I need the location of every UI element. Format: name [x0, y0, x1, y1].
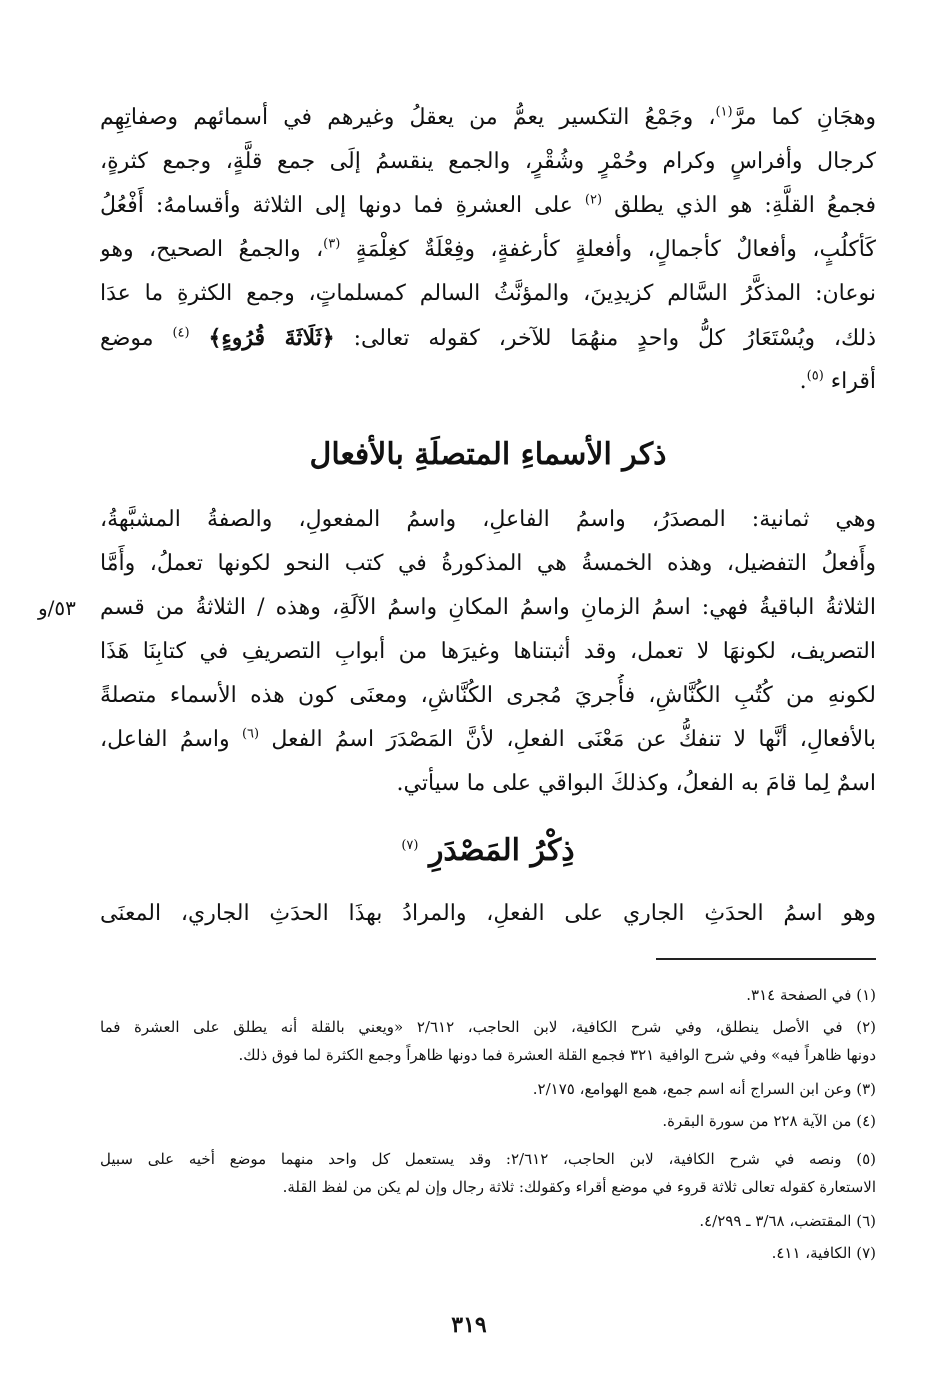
text-line — [100, 762, 876, 806]
text-line — [100, 272, 876, 316]
text-line — [100, 140, 876, 184]
section-heading: ذكر الأسماءِ المتصلَةِ بالأفعال — [309, 437, 667, 472]
text-span: اسمٌ لِما قامَ به الفعلُ، وكذلكَ البواقي على ما سيأتي. — [396, 771, 876, 796]
text-line — [100, 718, 876, 762]
quran-quote: ﴿ثَلَاثَةَ قُرُوءٍ﴾ — [208, 325, 335, 351]
text-line — [100, 184, 876, 228]
text-span: كرجال وأفراسٍ وكرام وحُمْرٍ وشُقْرٍ، والجمع ينقسمُ إلَى جمع قلَّةٍ، وجمع كثرةٍ، — [100, 149, 876, 174]
text-line — [100, 586, 876, 630]
text-span: وهي ثمانية: المصدَرُ، واسمُ الفاعلِ، واسمُ المفعولِ، والصفةُ المشبَّهةُ، — [100, 507, 876, 532]
text-span: . — [799, 369, 807, 394]
text-line — [100, 316, 876, 360]
text-span: أقراء — [830, 369, 876, 394]
text-span: بالأفعالِ، أنَّها لا تنفكُّ عن مَعْنَى الفعلِ، لأنَّ المَصْدَرَ اسمُ الفعل — [271, 727, 876, 752]
footnote: (٥) ونصه في شرح الكافية، لابن الحاجب، ٢/٦١٢: وقد يستعمل كل واحد منهما موضع أخيه على سبيل — [100, 1150, 876, 1168]
text-span: وهو اسمُ الحدَثِ الجاري على الفعلِ، والمرادُ بهذَا الحدَثِ الجاري، المعنَى — [100, 901, 876, 926]
text-line — [100, 892, 876, 936]
footnote-separator — [656, 958, 876, 960]
footnote-continuation: الاستعارة كقوله تعالى ثلاثة قروء في موضع أقراء وكقولك: ثلاثة رجال وإن لم يكن من لفظ القلة. — [282, 1178, 876, 1196]
section-heading — [100, 826, 876, 876]
main-text — [100, 96, 876, 416]
text-line — [100, 542, 876, 586]
footnote-ref: (٢) — [584, 192, 603, 208]
footnote-ref: (٧) — [401, 838, 419, 853]
footnote: (٣) وعن ابن السراج أنه اسم جمع، همع الهوامع، ٢/١٧٥. — [532, 1080, 876, 1098]
footnote: (٦) المقتضب، ٣/٦٨ ـ ٤/٢٩٩. — [699, 1212, 876, 1230]
main-text — [100, 892, 876, 936]
footnotes — [100, 980, 876, 1280]
footnote-ref: (٤) — [172, 325, 190, 341]
text-span: الثلاثةُ الباقيةُ فهي: اسمُ الزمانِ واسمُ المكانِ واسمُ الآلَةِ، وهذه / الثلاثةُ من قسم — [100, 595, 876, 620]
text-span: فجمعُ القلَّةِ: هو الذي يطلق — [614, 193, 876, 218]
text-span: نوعان: المذكَّرُ السَّالم كزيدِينَ، والمؤنَّثُ السالم كمسلماتٍ، وجمع الكثرةِ ما عدَا — [100, 281, 876, 306]
footnote-ref: (٦) — [241, 726, 260, 742]
text-span: وأَفعلُ التفضيل، وهذه الخمسةُ هي المذكورةُ في كتب النحو لكونها تعملُ، وأَمَّا — [100, 551, 876, 576]
text-line — [100, 96, 876, 140]
text-line — [100, 630, 876, 674]
heading-text: ذِكْرُ المَصْدَرِ — [428, 833, 575, 868]
footnote-ref: (٣) — [323, 236, 341, 252]
manuscript-folio-note: ٥٣/و — [38, 596, 76, 620]
text-span: كَأكلُبٍ، وأفعالٌ كأجمالٍ، وأفعلةٍ كأرغفةٍ، وفِعْلَةٌ كغِلْمَةٍ — [355, 237, 876, 262]
footnote-continuation: دونها ظاهراً فيه» وفي شرح الوافية ٣٢١ فجمع القلة العشرة فما دونها ظاهراً وجمع الكثرة لما فوق ذلك. — [238, 1046, 876, 1064]
text-span: على العشرةِ فما دونها إلى الثلاثة وأقسامهُ: أَفْعُلُ — [100, 193, 573, 218]
text-span: لكونهِ من كُتُبِ الكُنَّاشِ، فأُجريَ مُجرى الكُنَّاشِ، ومعنَى كون هذه الأسماء متصلةً — [100, 683, 876, 708]
text-span: ، وجَمْعُ التكسير يعمُّ من يعقلُ وغيرهم في أسمائهم وصفاتِهِم — [100, 105, 716, 130]
text-line — [100, 498, 876, 542]
text-span: موضع — [100, 326, 154, 351]
section-heading-wrap — [100, 826, 876, 880]
text-line — [100, 360, 876, 404]
text-span: وهجَانِ كما مرَّ — [732, 105, 876, 130]
main-text — [100, 498, 876, 848]
footnote: (٢) في الأصل ينطلق، وفي شرح الكافية، لابن الحاجب، ٢/٦١٢ «ويعني بالقلة أنه يطلق على العشرة فما — [100, 1018, 876, 1036]
text-line — [100, 228, 876, 272]
text-line — [100, 674, 876, 718]
text-span: التصريف، لكونهَا لا تعمل، وقد أثبتناها وغيرَها من أبوابِ التصريفِ في كتابِنَا هَذَا — [100, 639, 876, 664]
text-span: ذلك، ويُسْتَعَارُ كلُّ واحدٍ منهُمَا للآخر، كقوله تعالى: — [353, 326, 876, 351]
footnote: (٤) من الآية ٢٢٨ من سورة البقرة. — [662, 1112, 876, 1130]
text-span: واسمُ الفاعل، — [100, 727, 230, 752]
footnote: (١) في الصفحة ٣١٤. — [746, 986, 876, 1004]
footnote-ref: (٥) — [806, 368, 824, 384]
section-heading-wrap — [100, 430, 876, 484]
footnote-ref: (١) — [715, 104, 733, 120]
page-number: ٣١٩ — [451, 1312, 487, 1338]
text-span: ، والجمعُ الصحيح، وهو — [100, 237, 324, 262]
footnote: (٧) الكافية، ٤١١. — [771, 1244, 876, 1262]
